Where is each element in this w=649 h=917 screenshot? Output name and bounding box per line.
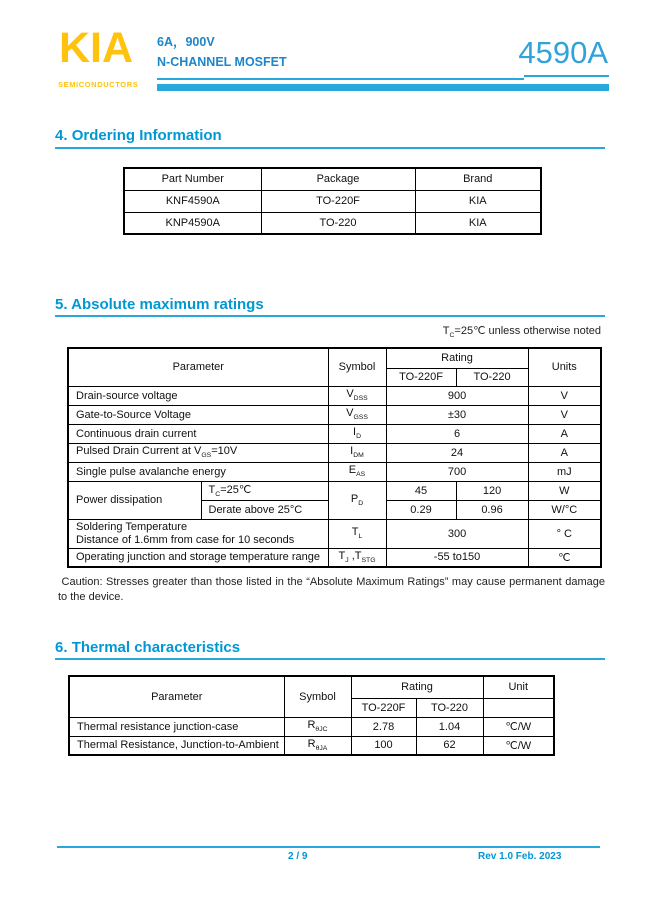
page-number: 2 / 9 (288, 851, 308, 862)
cell-unit: V (528, 405, 601, 424)
cell-symbol: $I_{DM}$ (328, 443, 386, 462)
revision-label: Rev 1.0 Feb. 2023 (478, 851, 562, 862)
cell-rating: 300 (386, 519, 528, 548)
col-header-parameter: Parameter (69, 676, 284, 717)
cell-symbol: $V_{GSS}$ (328, 405, 386, 424)
kia-logo: KIA (59, 24, 134, 72)
part-number-title: 4590A (518, 35, 608, 70)
cell-condition: Derate above 25°C (201, 500, 328, 519)
cell-rating-to220: 0.96 (456, 500, 528, 519)
cell-symbol: $R_{\theta JA}$ (284, 736, 351, 755)
table-row (68, 386, 601, 405)
ordering-information-table (123, 167, 542, 235)
col-header-to220: TO-220 (416, 698, 483, 717)
cell-rating-to220f: 100 (351, 736, 416, 755)
header-rule-thin-right (524, 75, 609, 77)
test-condition-note: $T_C=25℃$ unless otherwise noted (442, 325, 601, 340)
col-header-rating: Rating (351, 676, 483, 698)
cell-rating: 6 (386, 424, 528, 443)
section-title: Absolute maximum ratings (71, 296, 264, 313)
cell-symbol: $I_D$ (328, 424, 386, 443)
table-row-soldering (68, 519, 601, 548)
section-title: Ordering Information (71, 127, 222, 144)
cell-rating: ±30 (386, 405, 528, 424)
cell-rating: 24 (386, 443, 528, 462)
col-header-to220f: TO-220F (386, 368, 456, 386)
section-ordering-heading (55, 127, 222, 144)
cell-unit: ° C (528, 519, 601, 548)
section-number: 5. (55, 296, 68, 313)
cell-unit: A (528, 443, 601, 462)
section-abs-max-heading (55, 296, 264, 313)
table-header-row (68, 348, 601, 368)
device-subtitle-line2: N-CHANNEL MOSFET (157, 55, 287, 69)
section-number: 4. (55, 127, 68, 144)
cell-unit: ℃/W (483, 717, 554, 736)
cell-part-number: KNF4590A (124, 190, 261, 212)
table-row (124, 212, 541, 234)
cell-condition: $T_C=25℃$ (201, 481, 328, 500)
cell-symbol: $T_L$ (328, 519, 386, 548)
col-header-package: Package (261, 168, 415, 190)
col-header-rating: Rating (386, 348, 528, 368)
col-header-brand: Brand (415, 168, 541, 190)
section-thermal-heading (55, 639, 240, 656)
thermal-characteristics-table (68, 675, 555, 756)
table-row (68, 443, 601, 462)
section-title: Thermal characteristics (71, 639, 241, 656)
device-subtitle (157, 32, 287, 72)
caution-text: Caution: Stresses greater than those listed in the “Absolute Maximum Ratings” may cause permanent damage to the device. (58, 576, 609, 603)
col-header-to220f: TO-220F (351, 698, 416, 717)
col-header-units: Units (528, 348, 601, 386)
cell-rating-to220: 1.04 (416, 717, 483, 736)
table-row (124, 190, 541, 212)
empty-unit-cell (483, 698, 554, 717)
cell-parameter: Gate-to-Source Voltage (68, 405, 328, 424)
cell-symbol: $E_{AS}$ (328, 462, 386, 481)
col-header-to220: TO-220 (456, 368, 528, 386)
col-header-symbol: Symbol (284, 676, 351, 717)
table-row (69, 717, 554, 736)
cell-package: TO-220 (261, 212, 415, 234)
table-row (68, 405, 601, 424)
cell-unit: mJ (528, 462, 601, 481)
col-header-parameter: Parameter (68, 348, 328, 386)
cell-unit: ℃ (528, 548, 601, 567)
cell-parameter: Operating junction and storage temperature range (68, 548, 328, 567)
cell-unit: ℃/W (483, 736, 554, 755)
cell-rating-to220f: 2.78 (351, 717, 416, 736)
cell-unit: W (528, 481, 601, 500)
kia-logo-subtext: SEMICONDUCTORS (58, 80, 139, 89)
cell-parameter: Continuous drain current (68, 424, 328, 443)
cell-symbol: $R_{\theta JC}$ (284, 717, 351, 736)
cell-rating-to220f: 0.29 (386, 500, 456, 519)
cell-parameter: Thermal Resistance, Junction-to-Ambient (69, 736, 284, 755)
cell-rating-to220: 120 (456, 481, 528, 500)
soldering-line2: Distance of 1.6mm from case for 10 seconds (76, 533, 295, 546)
cell-symbol: $T_J$ $,T_{STG}$ (328, 548, 386, 567)
cell-brand: KIA (415, 212, 541, 234)
cell-parameter: Single pulse avalanche energy (68, 462, 328, 481)
cell-symbol: $V_{DSS}$ (328, 386, 386, 405)
table-row (68, 462, 601, 481)
soldering-line1: Soldering Temperature (76, 520, 188, 533)
cell-parameter: Power dissipation (68, 481, 201, 519)
cell-unit: V (528, 386, 601, 405)
absolute-maximum-ratings-table (67, 347, 602, 568)
cell-brand: KIA (415, 190, 541, 212)
section-thermal-underline (55, 658, 605, 660)
table-row (69, 736, 554, 755)
cell-parameter (68, 519, 328, 548)
table-header-row (69, 676, 554, 698)
cell-parameter: Pulsed Drain Current at $V_{GS}=10V$ (68, 443, 328, 462)
cell-rating-to220f: 45 (386, 481, 456, 500)
section-number: 6. (55, 639, 68, 656)
device-subtitle-line1: 6A，900V (157, 35, 215, 49)
cell-package: TO-220F (261, 190, 415, 212)
cell-parameter: Drain-source voltage (68, 386, 328, 405)
cell-symbol: $P_D$ (328, 481, 386, 519)
cell-rating-to220: 62 (416, 736, 483, 755)
footer-rule (57, 846, 600, 848)
section-abs-max-underline (55, 315, 605, 317)
cell-rating: 700 (386, 462, 528, 481)
table-header-row (124, 168, 541, 190)
table-row (68, 424, 601, 443)
header-rule-thick (157, 84, 609, 91)
cell-unit: W/°C (528, 500, 601, 519)
col-header-part-number: Part Number (124, 168, 261, 190)
section-ordering-underline (55, 147, 605, 149)
header-rule-thin-left (157, 78, 524, 80)
cell-rating: 900 (386, 386, 528, 405)
cell-parameter: Thermal resistance junction-case (69, 717, 284, 736)
table-row-power-1 (68, 481, 601, 500)
table-row-operating (68, 548, 601, 567)
cell-unit: A (528, 424, 601, 443)
col-header-symbol: Symbol (328, 348, 386, 386)
cell-rating: -55 to150 (386, 548, 528, 567)
cell-part-number: KNP4590A (124, 212, 261, 234)
col-header-unit: Unit (483, 676, 554, 698)
